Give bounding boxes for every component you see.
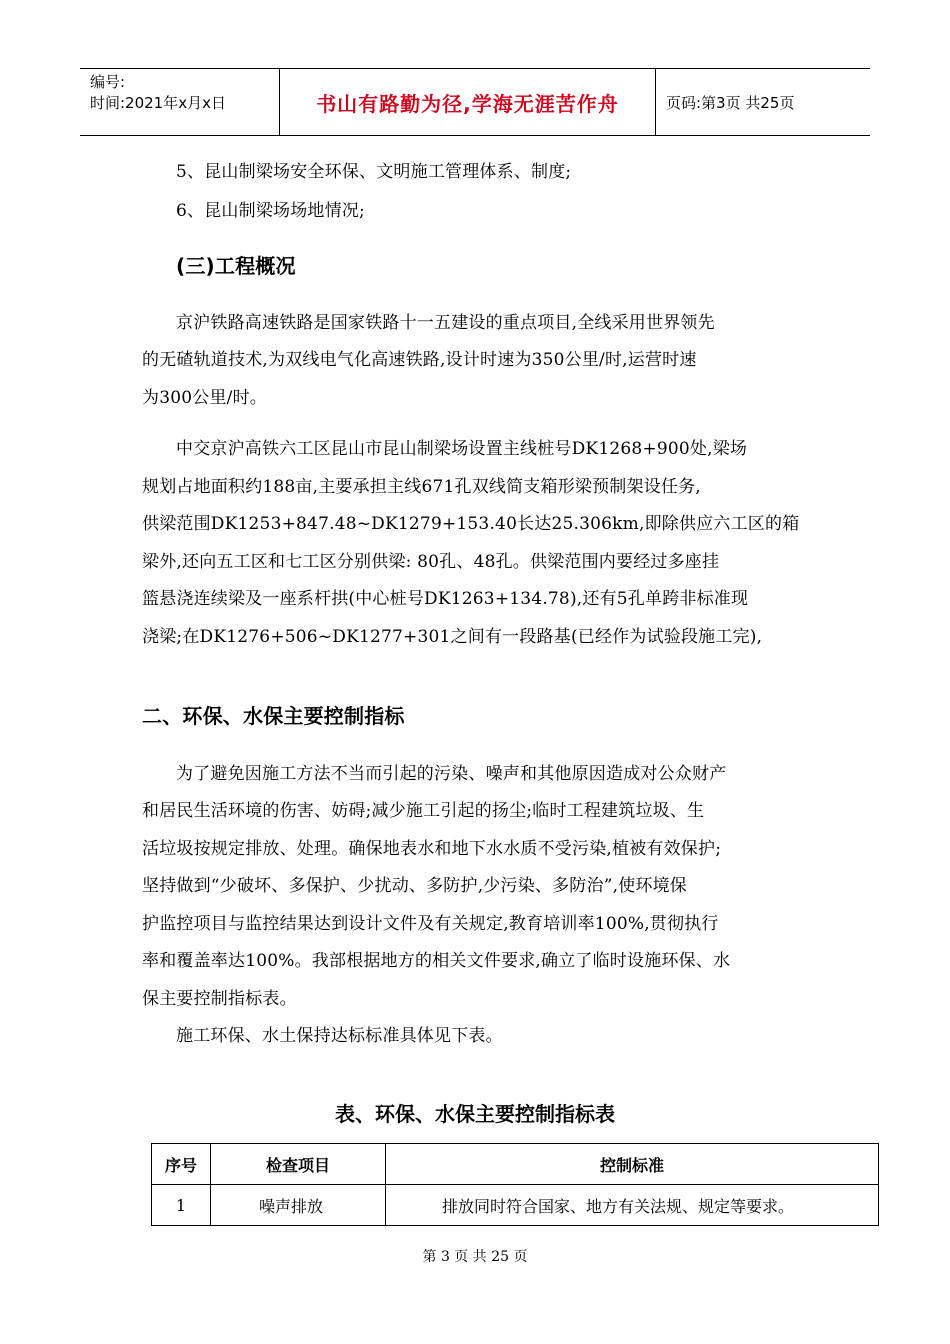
header-meta xyxy=(80,69,280,135)
paragraph-line: 为了避免因施工方法不当而引起的污染、噪声和其他原因造成对公众财产 xyxy=(176,763,727,784)
page-header xyxy=(80,68,870,136)
table-cell-standard: 排放同时符合国家、地方有关法规、规定等要求。 xyxy=(386,1185,879,1226)
paragraph-control-intro xyxy=(142,756,822,1019)
column-header-item: 检查项目 xyxy=(211,1144,386,1185)
paragraph-line: 浇梁;在DK1276+506~DK1277+301之间有一段路基(已经作为试验段施工完), xyxy=(142,626,763,647)
table-cell-index: 1 xyxy=(152,1185,211,1226)
paragraph-line: 供梁范围DK1253+847.48~DK1279+153.40长达25.306km,即除供应六工区的箱 xyxy=(142,514,800,534)
paragraph-table-reference: 施工环保、水土保持达标标准具体见下表。 xyxy=(176,1026,503,1046)
paragraph-overview-2 xyxy=(142,431,822,656)
section-heading-control-indicators: 二、环保、水保主要控制指标 xyxy=(142,704,405,728)
column-header-standard: 控制标准 xyxy=(386,1144,879,1185)
control-indicator-table xyxy=(151,1143,879,1226)
doc-time-label: 时间:2021年x月x日 xyxy=(90,94,226,112)
paragraph-line: 为300公里/时。 xyxy=(142,387,267,408)
paragraph-line: 率和覆盖率达100%。我部根据地方的相关文件要求,确立了临时设施环保、水 xyxy=(142,951,731,971)
section-heading-overview: (三)工程概况 xyxy=(176,254,296,278)
table-header-row xyxy=(152,1144,879,1185)
table-title: 表、环保、水保主要控制指标表 xyxy=(335,1102,615,1126)
list-item-5: 5、昆山制梁场安全环保、文明施工管理体系、制度; xyxy=(176,162,572,182)
table-row xyxy=(152,1185,879,1226)
column-header-index: 序号 xyxy=(152,1144,211,1185)
page-footer: 第 3 页 共 25 页 xyxy=(422,1249,528,1265)
list-item-6: 6、昆山制梁场场地情况; xyxy=(176,200,365,221)
paragraph-line: 梁外,还向五工区和七工区分别供梁: 80孔、48孔。供梁范围内要经过多座挂 xyxy=(142,551,720,572)
paragraph-overview-1 xyxy=(142,305,822,418)
paragraph-line: 活垃圾按规定排放、处理。确保地表水和地下水水质不受污染,植被有效保护; xyxy=(142,838,722,859)
paragraph-line: 篮悬浇连续梁及一座系杆拱(中心桩号DK1263+134.78),还有5孔单跨非标准现 xyxy=(142,589,749,609)
paragraph-line: 京沪铁路高速铁路是国家铁路十一五建设的重点项目,全线采用世界领先 xyxy=(176,312,715,333)
paragraph-line: 保主要控制指标表。 xyxy=(142,988,297,1009)
document-body xyxy=(142,152,822,1056)
header-page-info: 页码:第3页 共25页 xyxy=(666,93,795,112)
paragraph-line: 的无碴轨道技术,为双线电气化高速铁路,设计时速为350公里/时,运营时速 xyxy=(142,350,697,370)
paragraph-line: 规划占地面积约188亩,主要承担主线671孔双线简支箱形梁预制架设任务, xyxy=(142,476,701,497)
doc-number-label: 编号: xyxy=(90,73,126,91)
paragraph-line: 坚持做到“少破坏、多保护、少扰动、多防护,少污染、多防治”,使环境保 xyxy=(142,876,687,896)
paragraph-line: 和居民生活环境的伤害、妨碍;减少施工引起的扬尘;临时工程建筑垃圾、生 xyxy=(142,801,705,821)
table-cell-item: 噪声排放 xyxy=(211,1185,386,1226)
paragraph-line: 中交京沪高铁六工区昆山市昆山制梁场设置主线桩号DK1268+900处,梁场 xyxy=(176,439,748,459)
header-motto: 书山有路勤为径,学海无涯苦作舟 xyxy=(280,69,656,135)
paragraph-line: 护监控项目与监控结果达到设计文件及有关规定,教育培训率100%,贯彻执行 xyxy=(142,913,719,934)
